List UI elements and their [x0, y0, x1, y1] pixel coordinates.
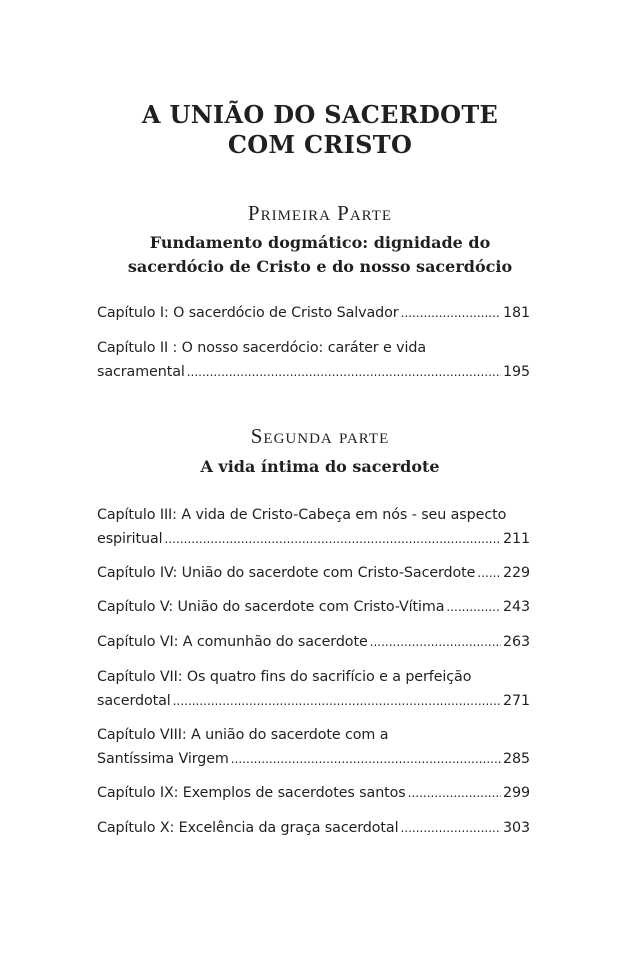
- toc-entry-title-line-2: sacramental: [97, 364, 185, 380]
- toc-dot-leader: [408, 781, 501, 805]
- title-line-1: A UNIÃO DO SACERDOTE: [141, 100, 499, 129]
- part-1-subtitle-line-1: Fundamento dogmático: dignidade do: [149, 233, 491, 252]
- toc-dot-leader: [165, 527, 501, 551]
- toc-page-number: 211: [503, 531, 530, 547]
- toc-page-number: 271: [503, 693, 530, 709]
- toc-entry-title-line-1: Capítulo III: A vida de Cristo-Cabeça em nós - seu aspecto: [97, 507, 507, 523]
- toc-entry-title: Capítulo X: Excelência da graça sacerdotal: [97, 820, 399, 836]
- part-1-subtitle: [0, 231, 640, 279]
- toc-entry-chapter-1[interactable]: [97, 301, 530, 325]
- toc-entry-chapter-2[interactable]: [97, 336, 530, 384]
- toc-entry-title-line-1: Capítulo VIII: A união do sacerdote com a: [97, 727, 389, 743]
- toc-dot-leader: [477, 561, 501, 585]
- toc-entry-title: Capítulo I: O sacerdócio de Cristo Salvador: [97, 305, 399, 321]
- part-2-subtitle: A vida íntima do sacerdote: [200, 457, 440, 476]
- toc-entry-chapter-8[interactable]: [97, 723, 530, 771]
- toc-dot-leader: [187, 360, 501, 384]
- toc-page-number: 299: [503, 785, 530, 801]
- toc-dot-leader: [446, 595, 501, 619]
- part-1-subtitle-line-2: sacerdócio de Cristo e do nosso sacerdócio: [127, 257, 513, 276]
- toc-page-number: 263: [503, 634, 530, 650]
- toc-entry-title-line-2: espiritual: [97, 531, 163, 547]
- toc-dot-leader: [401, 301, 501, 325]
- part-2-heading: Segunda parte: [250, 424, 390, 448]
- toc-entry-chapter-7[interactable]: [97, 665, 530, 713]
- toc-dot-leader: [400, 816, 501, 840]
- toc-entry-title-line-1: Capítulo VII: Os quatro fins do sacrifício e a perfeição: [97, 669, 472, 685]
- toc-entry-title: Capítulo IX: Exemplos de sacerdotes santos: [97, 785, 406, 801]
- toc-entry-title-line-2: sacerdotal: [97, 693, 171, 709]
- toc-page-number: 303: [503, 820, 530, 836]
- toc-entry-title-line-1: Capítulo II : O nosso sacerdócio: caráter e vida: [97, 340, 427, 356]
- toc-entry-chapter-3[interactable]: [97, 503, 530, 551]
- toc-page-number: 195: [503, 364, 530, 380]
- toc-entry-chapter-4[interactable]: [97, 561, 530, 585]
- toc-entry-title: Capítulo VI: A comunhão do sacerdote: [97, 634, 368, 650]
- part-1-heading: Primeira Parte: [247, 201, 393, 225]
- toc-dot-leader: [231, 747, 501, 771]
- toc-dot-leader: [370, 630, 501, 654]
- page-title: [0, 100, 640, 160]
- toc-dot-leader: [173, 689, 501, 713]
- toc-page-number: 243: [503, 599, 530, 615]
- toc-entry-chapter-9[interactable]: [97, 781, 530, 805]
- toc-entry-title: Capítulo IV: União do sacerdote com Cristo-Sacerdote: [97, 565, 476, 581]
- toc-entry-chapter-6[interactable]: [97, 630, 530, 654]
- toc-page-number: 181: [503, 305, 530, 321]
- toc-page-number: 285: [503, 751, 530, 767]
- toc-page-number: 229: [503, 565, 530, 581]
- toc-entry-title-line-2: Santíssima Virgem: [97, 751, 229, 767]
- title-line-2: COM CRISTO: [227, 130, 413, 159]
- toc-entry-title: Capítulo V: União do sacerdote com Cristo-Vítima: [97, 599, 445, 615]
- toc-entry-chapter-5[interactable]: [97, 595, 530, 619]
- toc-entry-chapter-10[interactable]: [97, 816, 530, 840]
